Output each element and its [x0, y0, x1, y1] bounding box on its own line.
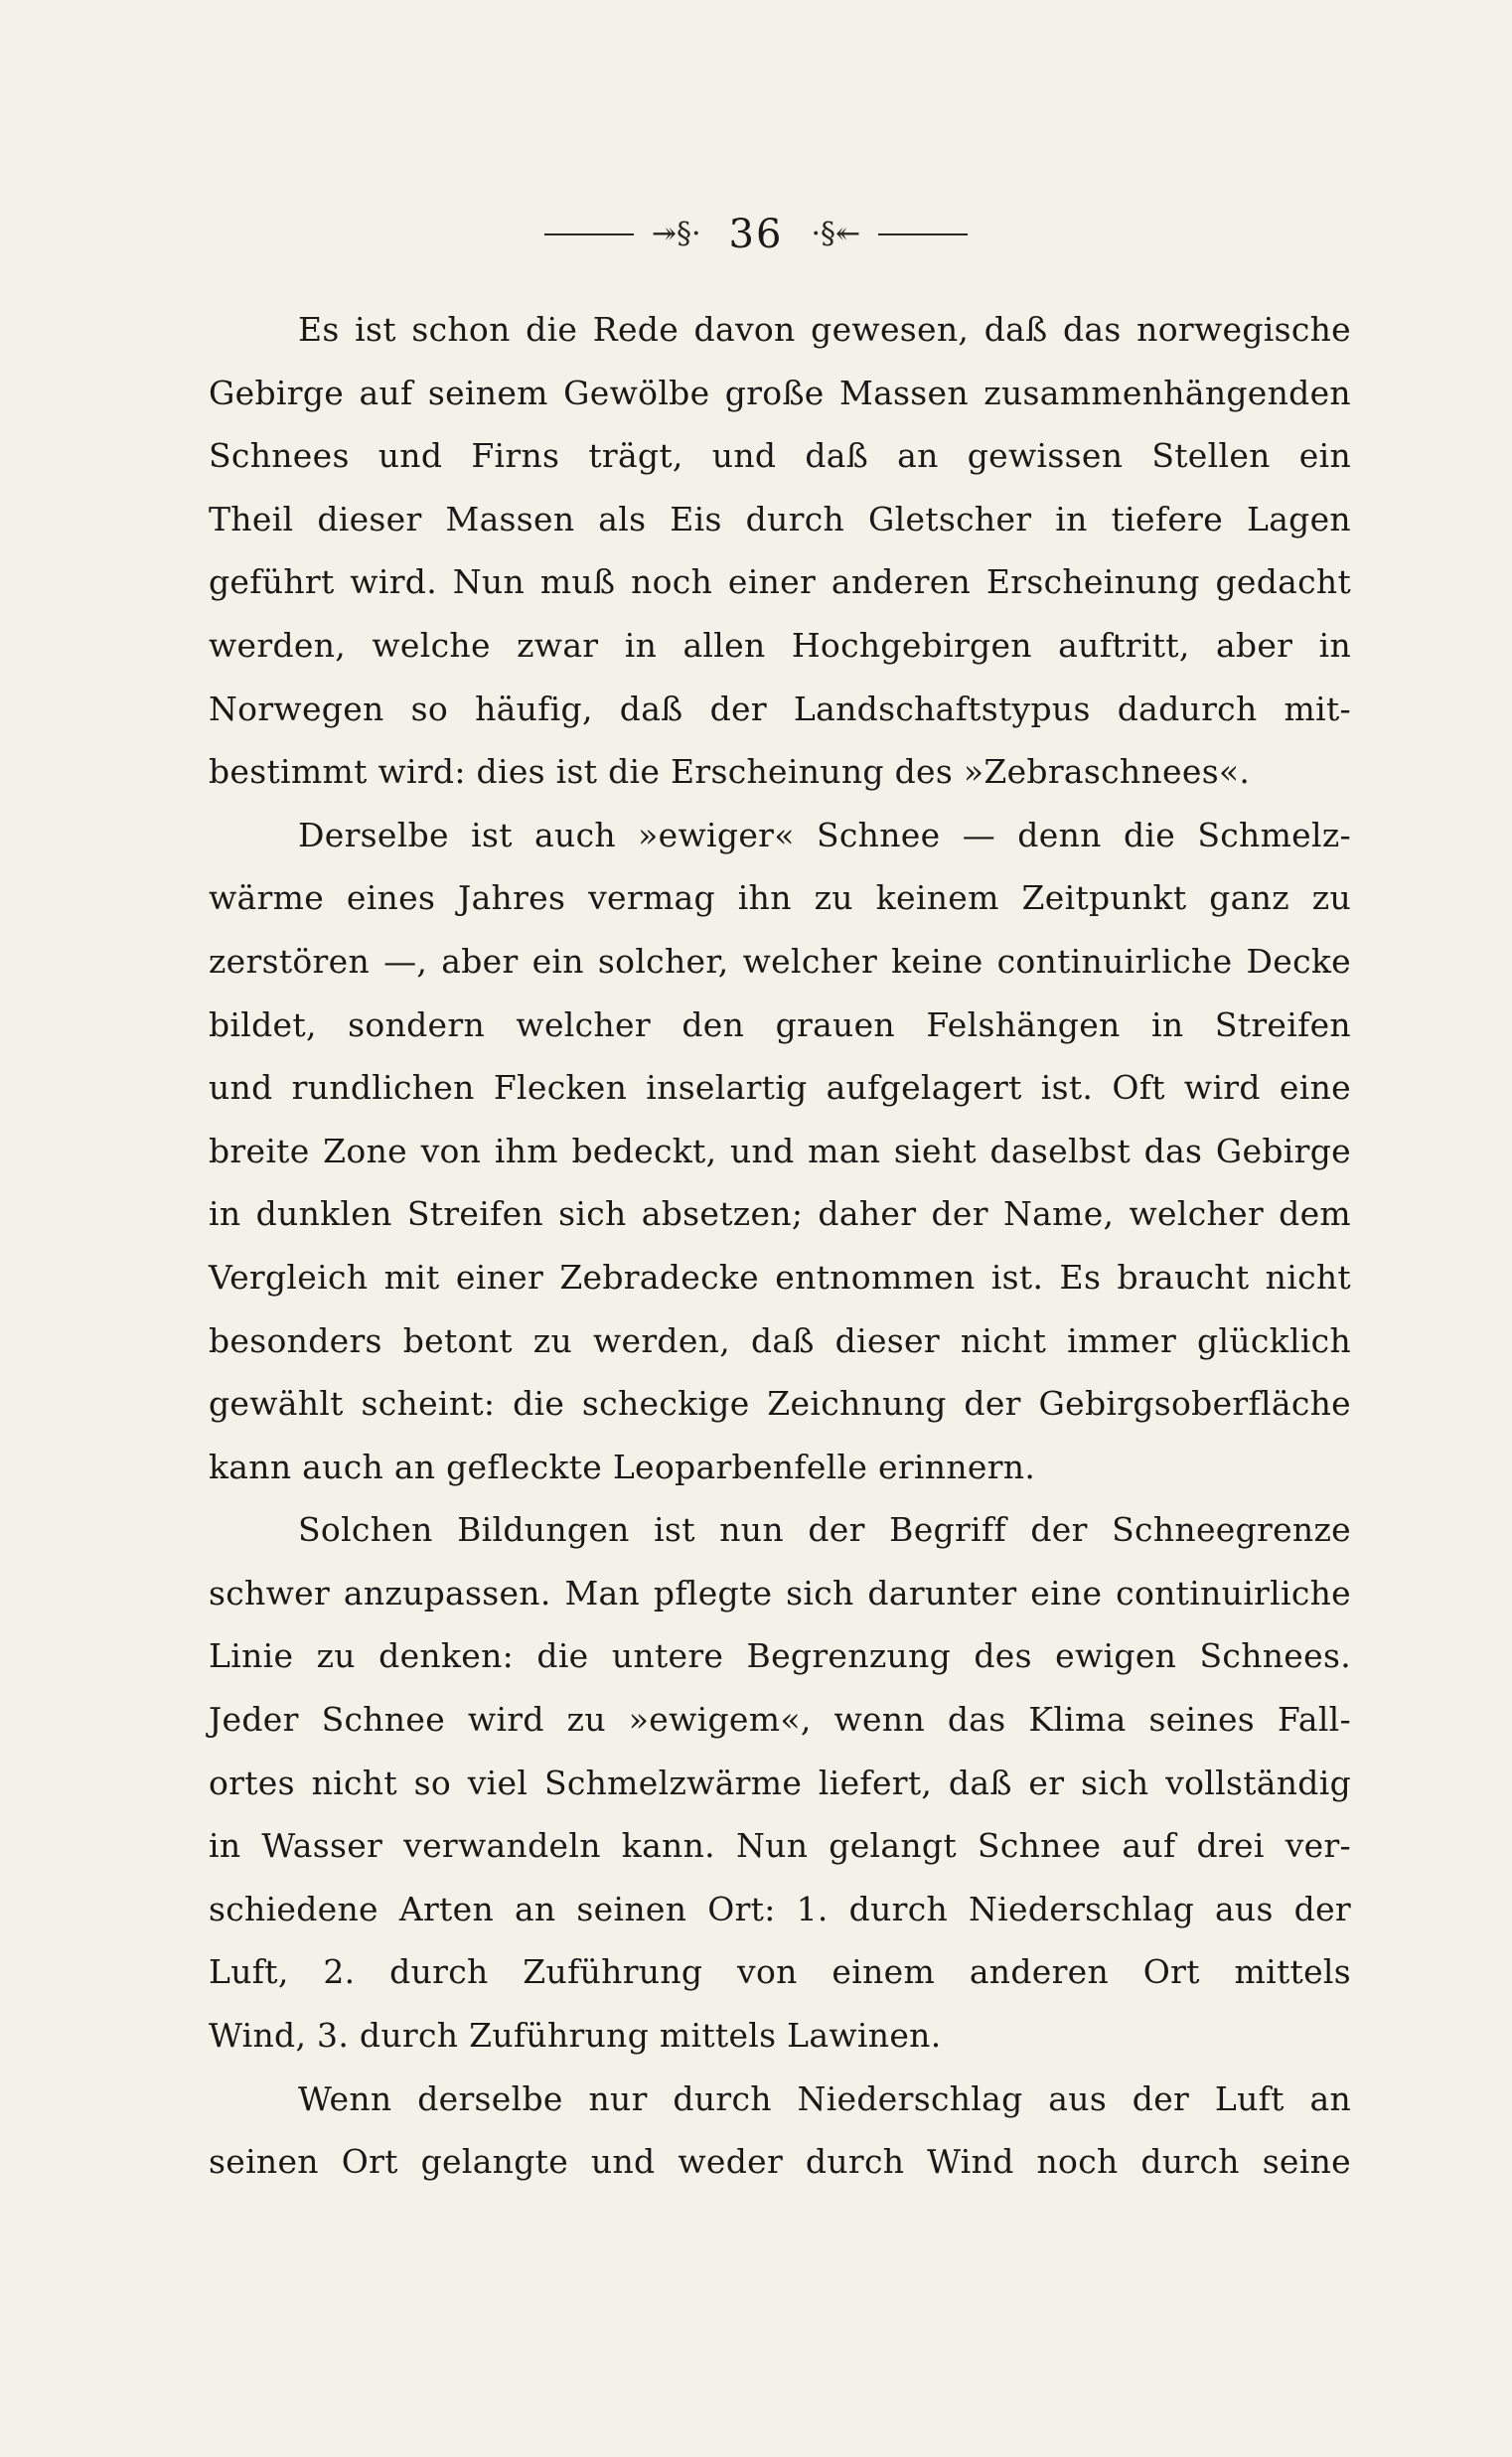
text-line: seinen Ort gelangte und weder durch Wind noch durch seine — [209, 2142, 1351, 2182]
text-line: geführt wird. Nun muß noch einer anderen Erscheinung gedacht — [209, 562, 1351, 602]
text-line: Norwegen so häufig, daß der Landschaftstypus dadurch mit- — [209, 689, 1351, 728]
text-line: bildet, sondern welcher den grauen Felshängen in Streifen — [209, 1004, 1351, 1044]
text-line: zerstören —, aber ein solcher, welcher keine continuirliche Decke — [209, 941, 1351, 981]
text-line: Jeder Schnee wird zu »ewigem«, wenn das Klima seines Fall- — [209, 1700, 1351, 1740]
text-line: schwer anzupassen. Man pflegte sich darunter eine continuirliche — [209, 1573, 1351, 1612]
text-line: und rundlichen Flecken inselartig aufgelagert ist. Oft wird eine — [209, 1068, 1351, 1108]
text-line: Vergleich mit einer Zebradecke entnommen ist. Es braucht nicht — [209, 1257, 1351, 1297]
text-line: gewählt scheint: die scheckige Zeichnung der Gebirgsoberfläche — [209, 1384, 1351, 1424]
ornament-left-icon: ↠§· — [651, 217, 701, 251]
body-text — [209, 298, 1351, 2194]
header-rule-left — [544, 233, 634, 235]
text-line: schiedene Arten an seinen Ort: 1. durch Niederschlag aus der — [209, 1889, 1351, 1928]
text-line: breite Zone von ihm bedeckt, und man sieht daselbst das Gebirge — [209, 1131, 1351, 1170]
text-line: Schnees und Firns trägt, und daß an gewissen Stellen ein — [209, 436, 1351, 476]
text-line: bestimmt wird: dies ist die Erscheinung des »Zebraschnees«. — [209, 752, 1251, 792]
text-line: Theil dieser Massen als Eis durch Gletscher in tiefere Lagen — [209, 499, 1351, 538]
text-line: Es ist schon die Rede davon gewesen, daß das norwegische — [298, 310, 1351, 349]
text-line: werden, welche zwar in allen Hochgebirgen auftritt, aber in — [209, 625, 1351, 665]
page-header — [0, 205, 1512, 264]
text-line: kann auch an gefleckte Leoparbenfelle erinnern. — [209, 1447, 1036, 1486]
text-line: Linie zu denken: die untere Begrenzung des ewigen Schnees. — [209, 1636, 1351, 1676]
text-line: Luft, 2. durch Zuführung von einem anderen Ort mittels — [209, 1952, 1351, 1992]
text-line: besonders betont zu werden, daß dieser nicht immer glücklich — [209, 1320, 1351, 1360]
text-line: in Wasser verwandeln kann. Nun gelangt Schnee auf drei ver- — [209, 1826, 1351, 1866]
text-line: wärme eines Jahres vermag ihn zu keinem Zeitpunkt ganz zu — [209, 878, 1351, 918]
ornament-right-icon: ·§↞ — [811, 217, 861, 251]
text-line: Wenn derselbe nur durch Niederschlag aus der Luft an — [298, 2078, 1351, 2118]
text-line: Gebirge auf seinem Gewölbe große Massen zusammenhängenden — [209, 373, 1351, 412]
header-rule-right — [878, 233, 968, 235]
text-line: Solchen Bildungen ist nun der Begriff der Schneegrenze — [298, 1510, 1351, 1550]
page-number: 36 — [728, 212, 784, 257]
text-line: in dunklen Streifen sich absetzen; daher der Name, welcher dem — [209, 1194, 1351, 1234]
text-line: Wind, 3. durch Zuführung mittels Lawinen. — [209, 2016, 942, 2056]
text-line: Derselbe ist auch »ewiger« Schnee — denn die Schmelz- — [298, 815, 1351, 854]
text-line: ortes nicht so viel Schmelzwärme liefert, daß er sich vollständig — [209, 1763, 1351, 1802]
